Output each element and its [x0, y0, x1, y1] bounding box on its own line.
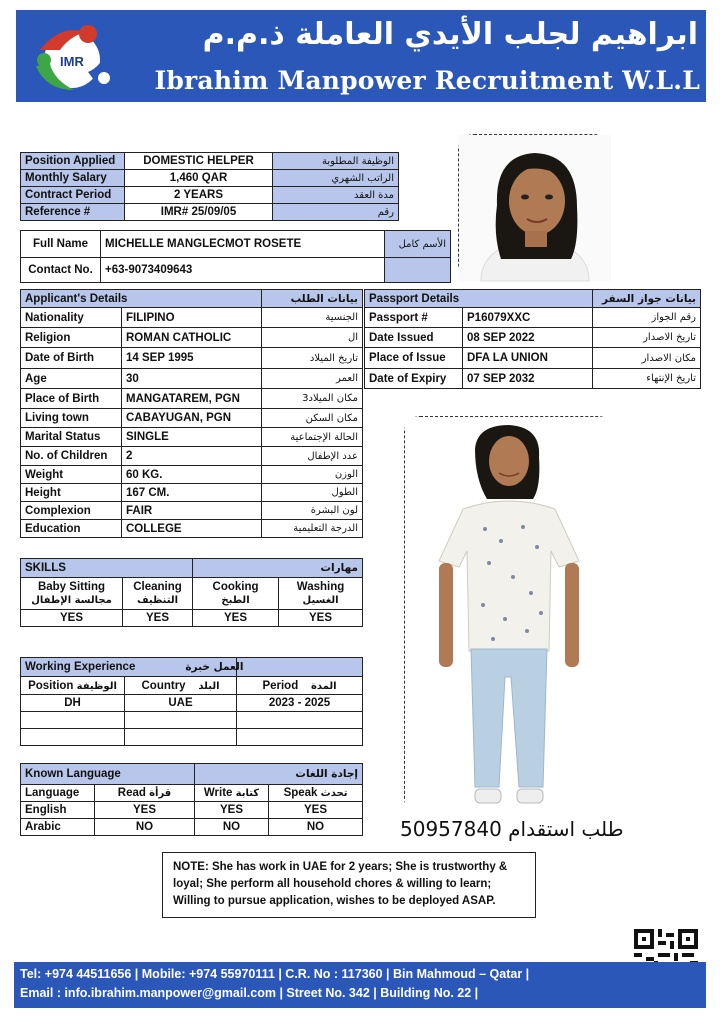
contact-label: Contact No. — [21, 258, 101, 283]
dob-label: Date of Birth — [21, 348, 122, 369]
full-name-value: MICHELLE MANGLECMOT ROSETE — [101, 231, 385, 258]
height-label-ar: الطول — [262, 484, 363, 502]
complexion-value: FAIR — [122, 502, 262, 520]
skill-washing-value: YES — [279, 610, 363, 627]
passport-title: Passport Details — [365, 290, 593, 308]
contract-label-ar: مدة العقد — [273, 187, 399, 204]
date-expiry-value: 07 SEP 2032 — [463, 369, 593, 389]
position-label-ar: الوظيفة المطلوبة — [273, 153, 399, 170]
position-value: DOMESTIC HELPER — [125, 153, 273, 170]
contact-table — [20, 230, 451, 283]
birthplace-label-ar: مكان الميلاد3 — [262, 389, 363, 409]
religion-label-ar: ال — [262, 328, 363, 348]
living-town-label-ar: مكان السكن — [262, 409, 363, 428]
marital-status-label: Marital Status — [21, 428, 122, 447]
dob-label-ar: تاريخ الميلاد — [262, 348, 363, 369]
experience-row-period: 2023 - 2025 — [237, 695, 363, 712]
applicant-details-table — [20, 289, 363, 538]
english-write: YES — [195, 802, 269, 819]
place-issue-label-ar: مكان الاصدار — [593, 348, 701, 369]
experience-row-position: DH — [21, 695, 125, 712]
skill-cleaning-value: YES — [123, 610, 193, 627]
skills-title-ar: مهارات — [193, 559, 363, 578]
weight-label-ar: الوزن — [262, 466, 363, 484]
header-banner — [16, 10, 706, 102]
date-issued-label: Date Issued — [365, 328, 463, 348]
salary-label-ar: الراتب الشهري — [273, 170, 399, 187]
religion-label: Religion — [21, 328, 122, 348]
full-name-label: Full Name — [21, 231, 101, 258]
experience-row-blank — [125, 729, 237, 746]
contract-label: Contract Period — [21, 187, 125, 204]
date-expiry-label-ar: تاريخ الإنتهاء — [593, 369, 701, 389]
english-read: YES — [95, 802, 195, 819]
marital-status-label-ar: الحالة الإجتماعية — [262, 428, 363, 447]
speak-header: Speak تحدث — [269, 785, 363, 802]
complexion-label: Complexion — [21, 502, 122, 520]
passport-title-ar: بيانات جواز السفر — [593, 290, 701, 308]
children-label-ar: عدد الإطفال — [262, 447, 363, 466]
weight-value: 60 KG. — [122, 466, 262, 484]
applicant-title-ar: بيانات الطلب — [262, 290, 363, 308]
age-label-ar: العمر — [262, 369, 363, 389]
hire-request-number: طلب استقدام 50957840 — [400, 817, 624, 841]
dob-value: 14 SEP 1995 — [122, 348, 262, 369]
reference-label-ar: رقم — [273, 204, 399, 221]
marital-status-value: SINGLE — [122, 428, 262, 447]
working-experience-table — [20, 657, 363, 746]
nationality-label-ar: الجنسية — [262, 308, 363, 328]
nationality-label: Nationality — [21, 308, 122, 328]
birthplace-label: Place of Birth — [21, 389, 122, 409]
skill-baby-sitting: Baby Sitting مجالسة الإطفال — [21, 578, 123, 610]
language-header: Language — [21, 785, 95, 802]
position-table — [20, 152, 399, 221]
salary-label: Monthly Salary — [21, 170, 125, 187]
salary-value: 1,460 QAR — [125, 170, 273, 187]
nationality-value: FILIPINO — [122, 308, 262, 328]
living-town-label: Living town — [21, 409, 122, 428]
contact-value: +63-9073409643 — [101, 258, 385, 283]
children-value: 2 — [122, 447, 262, 466]
age-label: Age — [21, 369, 122, 389]
english-speak: YES — [269, 802, 363, 819]
living-town-value: CABAYUGAN, PGN — [122, 409, 262, 428]
passport-number-label-ar: رقم الجواز — [593, 308, 701, 328]
language-english: English — [21, 802, 95, 819]
children-label: No. of Children — [21, 447, 122, 466]
note-box: NOTE: She has work in UAE for 2 years; She is trustworthy & loyal; She perform all household chores & willing to learn; Willing to pursue application, wishes to be deployed ASAP. — [162, 852, 536, 918]
experience-title: Working Experience العمل خبرة — [21, 658, 237, 677]
experience-period-header: Period المدة — [237, 677, 363, 695]
contract-value: 2 YEARS — [125, 187, 273, 204]
date-expiry-label: Date of Expiry — [365, 369, 463, 389]
position-label: Position Applied — [21, 153, 125, 170]
experience-row-blank — [237, 712, 363, 729]
date-issued-value: 08 SEP 2022 — [463, 328, 593, 348]
place-issue-label: Place of Issue — [365, 348, 463, 369]
passport-number-value: P16079XXC — [463, 308, 593, 328]
experience-position-header: Position الوظيفة — [21, 677, 125, 695]
skill-washing: Washing الغسيل — [279, 578, 363, 610]
date-issued-label-ar: تاريخ الاصدار — [593, 328, 701, 348]
language-title-ar: إجادة اللغات — [195, 764, 363, 785]
height-label: Height — [21, 484, 122, 502]
write-header: Write كتابة — [195, 785, 269, 802]
passport-details-table — [364, 289, 701, 389]
company-logo — [30, 20, 116, 96]
arabic-speak: NO — [269, 819, 363, 836]
experience-row-blank — [21, 712, 125, 729]
footer-line-email: Email : info.ibrahim.manpower@gmail.com | Street No. 342 | Building No. 22 | — [20, 986, 479, 1000]
experience-country-header: Country البلد — [125, 677, 237, 695]
reference-value: IMR# 25/09/05 — [125, 204, 273, 221]
education-label: Education — [21, 520, 122, 538]
full-body-photo — [404, 416, 614, 814]
skill-cooking: Cooking الطبخ — [193, 578, 279, 610]
arabic-write: NO — [195, 819, 269, 836]
company-name-arabic: ابراهيم لجلب الأيدي العاملة ذ.م.م — [202, 17, 698, 52]
applicant-title: Applicant's Details — [21, 290, 262, 308]
contact-blank-cell — [385, 258, 451, 283]
footer-line-phone: Tel: +974 44511656 | Mobile: +974 55970111 | C.R. No : 117360 | Bin Mahmoud – Qatar | — [20, 967, 530, 981]
skill-baby-sitting-value: YES — [21, 610, 123, 627]
place-issue-value: DFA LA UNION — [463, 348, 593, 369]
skill-cleaning: Cleaning التنظيف — [123, 578, 193, 610]
education-value: COLLEGE — [122, 520, 262, 538]
reference-label: Reference # — [21, 204, 125, 221]
full-name-label-ar: الأسم كامل — [385, 231, 451, 258]
birthplace-value: MANGATAREM, PGN — [122, 389, 262, 409]
arabic-read: NO — [95, 819, 195, 836]
known-language-table — [20, 763, 363, 836]
experience-title-blank — [237, 658, 363, 677]
language-title: Known Language — [21, 764, 195, 785]
complexion-label-ar: لون البشرة — [262, 502, 363, 520]
religion-value: ROMAN CATHOLIC — [122, 328, 262, 348]
passport-number-label: Passport # — [365, 308, 463, 328]
skill-cooking-value: YES — [193, 610, 279, 627]
experience-row-blank — [21, 729, 125, 746]
age-value: 30 — [122, 369, 262, 389]
svg-text:IMR: IMR — [60, 54, 84, 69]
read-header: Read قرأة — [95, 785, 195, 802]
company-name-english: Ibrahim Manpower Recruitment W.L.L — [154, 66, 700, 95]
portrait-photo — [458, 134, 610, 280]
experience-row-blank — [237, 729, 363, 746]
education-label-ar: الدرجة التعليمية — [262, 520, 363, 538]
footer-contact-bar — [14, 962, 706, 1008]
skills-table — [20, 558, 363, 627]
experience-row-country: UAE — [125, 695, 237, 712]
language-arabic: Arabic — [21, 819, 95, 836]
weight-label: Weight — [21, 466, 122, 484]
experience-row-blank — [125, 712, 237, 729]
skills-title: SKILLS — [21, 559, 193, 578]
height-value: 167 CM. — [122, 484, 262, 502]
